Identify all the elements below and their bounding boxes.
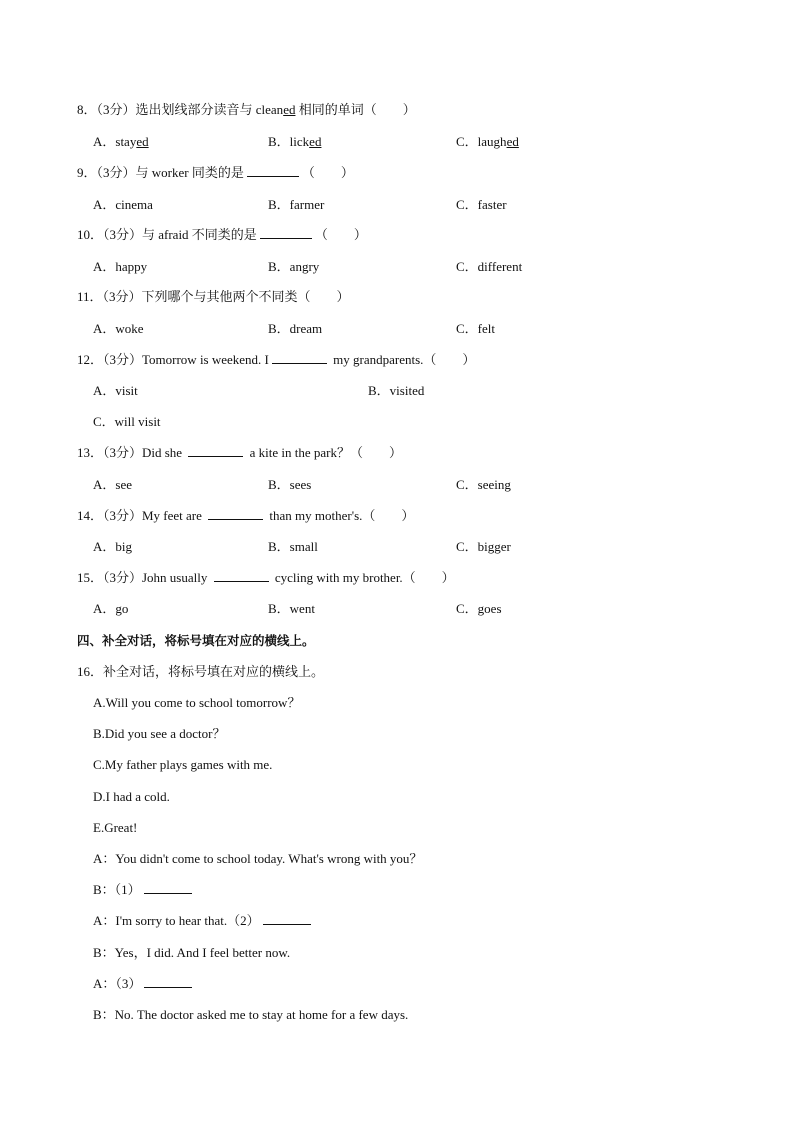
question-12-options-row1 bbox=[0, 381, 794, 401]
option-a[interactable]: A．stayed bbox=[93, 134, 149, 149]
option-b[interactable]: B．went bbox=[268, 601, 315, 616]
question-15-stem: 15．（3分）John usually cycling with my brother.（ ） bbox=[77, 570, 455, 585]
question-8-stem-tail: 相同的单词（ ） bbox=[295, 102, 416, 117]
answer-blank[interactable] bbox=[144, 974, 192, 988]
question-9-stem: 9．（3分）与 worker 同类的是 （ ） bbox=[77, 165, 354, 180]
dialogue-option: D.I had a cold. bbox=[93, 789, 170, 804]
question-14-options bbox=[0, 537, 794, 557]
dialogue-line: B：（1） bbox=[0, 880, 794, 900]
option-a[interactable]: A．woke bbox=[93, 321, 144, 336]
option-c[interactable]: C．seeing bbox=[456, 477, 511, 492]
dialogue-option: E.Great! bbox=[93, 820, 138, 835]
option-c[interactable]: C．felt bbox=[456, 321, 495, 336]
question-14-stem: 14．（3分）My feet are than my mother's.（ ） bbox=[77, 508, 415, 523]
question-8-stem bbox=[0, 100, 794, 120]
answer-blank[interactable] bbox=[272, 350, 327, 364]
option-b[interactable]: B．visited bbox=[368, 383, 425, 398]
question-11-options bbox=[0, 319, 794, 339]
question-10-stem: 10．（3分）与 afraid 不同类的是 （ ） bbox=[77, 227, 367, 242]
option-c[interactable]: C．faster bbox=[456, 197, 507, 212]
answer-blank[interactable] bbox=[144, 880, 192, 894]
dialogue-line: B：No. The doctor asked me to stay at home for a few days. bbox=[93, 1007, 409, 1022]
question-12-stem: 12．（3分）Tomorrow is weekend. I my grandparents.（ ） bbox=[77, 352, 476, 367]
option-b[interactable]: B．small bbox=[268, 539, 318, 554]
question-15-options bbox=[0, 599, 794, 619]
dialogue-option: C.My father plays games with me. bbox=[93, 757, 273, 772]
section-title: 四、补全对话，将标号填在对应的横线上。 bbox=[77, 633, 315, 648]
option-a[interactable]: A．visit bbox=[93, 383, 138, 398]
dialogue-line: A：You didn't come to school today. What's wrong with you？ bbox=[93, 851, 423, 866]
option-a[interactable]: A．see bbox=[93, 477, 132, 492]
option-c[interactable]: C．will visit bbox=[93, 414, 161, 429]
question-8-underlined-part: ed bbox=[283, 102, 296, 117]
option-b[interactable]: B．farmer bbox=[268, 197, 325, 212]
option-c[interactable]: C．bigger bbox=[456, 539, 511, 554]
option-a[interactable]: A．big bbox=[93, 539, 133, 554]
question-9-options bbox=[0, 195, 794, 215]
option-b[interactable]: B．angry bbox=[268, 259, 320, 274]
question-8-options bbox=[0, 132, 794, 152]
question-13-options bbox=[0, 475, 794, 495]
answer-blank[interactable] bbox=[208, 506, 263, 520]
dialogue-line: B：Yes，I did. And I feel better now. bbox=[93, 945, 291, 960]
option-a[interactable]: A．go bbox=[93, 601, 129, 616]
question-11-stem: 11．（3分）下列哪个与其他两个不同类（ ） bbox=[77, 289, 350, 304]
option-a[interactable]: A．happy bbox=[93, 259, 148, 274]
option-b[interactable]: B．dream bbox=[268, 321, 323, 336]
option-b[interactable]: B．sees bbox=[268, 477, 312, 492]
answer-blank[interactable] bbox=[188, 443, 243, 457]
dialogue-line: A：I'm sorry to hear that.（2） bbox=[0, 911, 794, 931]
answer-blank[interactable] bbox=[260, 225, 312, 239]
option-c[interactable]: C．laughed bbox=[456, 134, 519, 149]
dialogue-option: A.Will you come to school tomorrow？ bbox=[93, 695, 301, 710]
question-8-stem-text: 8．（3分）选出划线部分读音与 clean bbox=[77, 102, 284, 117]
question-10-options bbox=[0, 257, 794, 277]
option-c[interactable]: C．different bbox=[456, 259, 523, 274]
answer-blank[interactable] bbox=[263, 911, 311, 925]
option-a[interactable]: A．cinema bbox=[93, 197, 153, 212]
answer-blank[interactable] bbox=[247, 163, 299, 177]
question-13-stem: 13．（3分）Did she a kite in the park？（ ） bbox=[77, 445, 402, 460]
option-b[interactable]: B．licked bbox=[268, 134, 322, 149]
dialogue-option: B.Did you see a doctor？ bbox=[93, 726, 226, 741]
answer-blank[interactable] bbox=[214, 568, 269, 582]
dialogue-line: A：（3） bbox=[0, 974, 794, 994]
question-16-stem: 16．补全对话，将标号填在对应的横线上。 bbox=[77, 664, 325, 679]
option-c[interactable]: C．goes bbox=[456, 601, 502, 616]
question-12-options-row2 bbox=[0, 412, 794, 432]
